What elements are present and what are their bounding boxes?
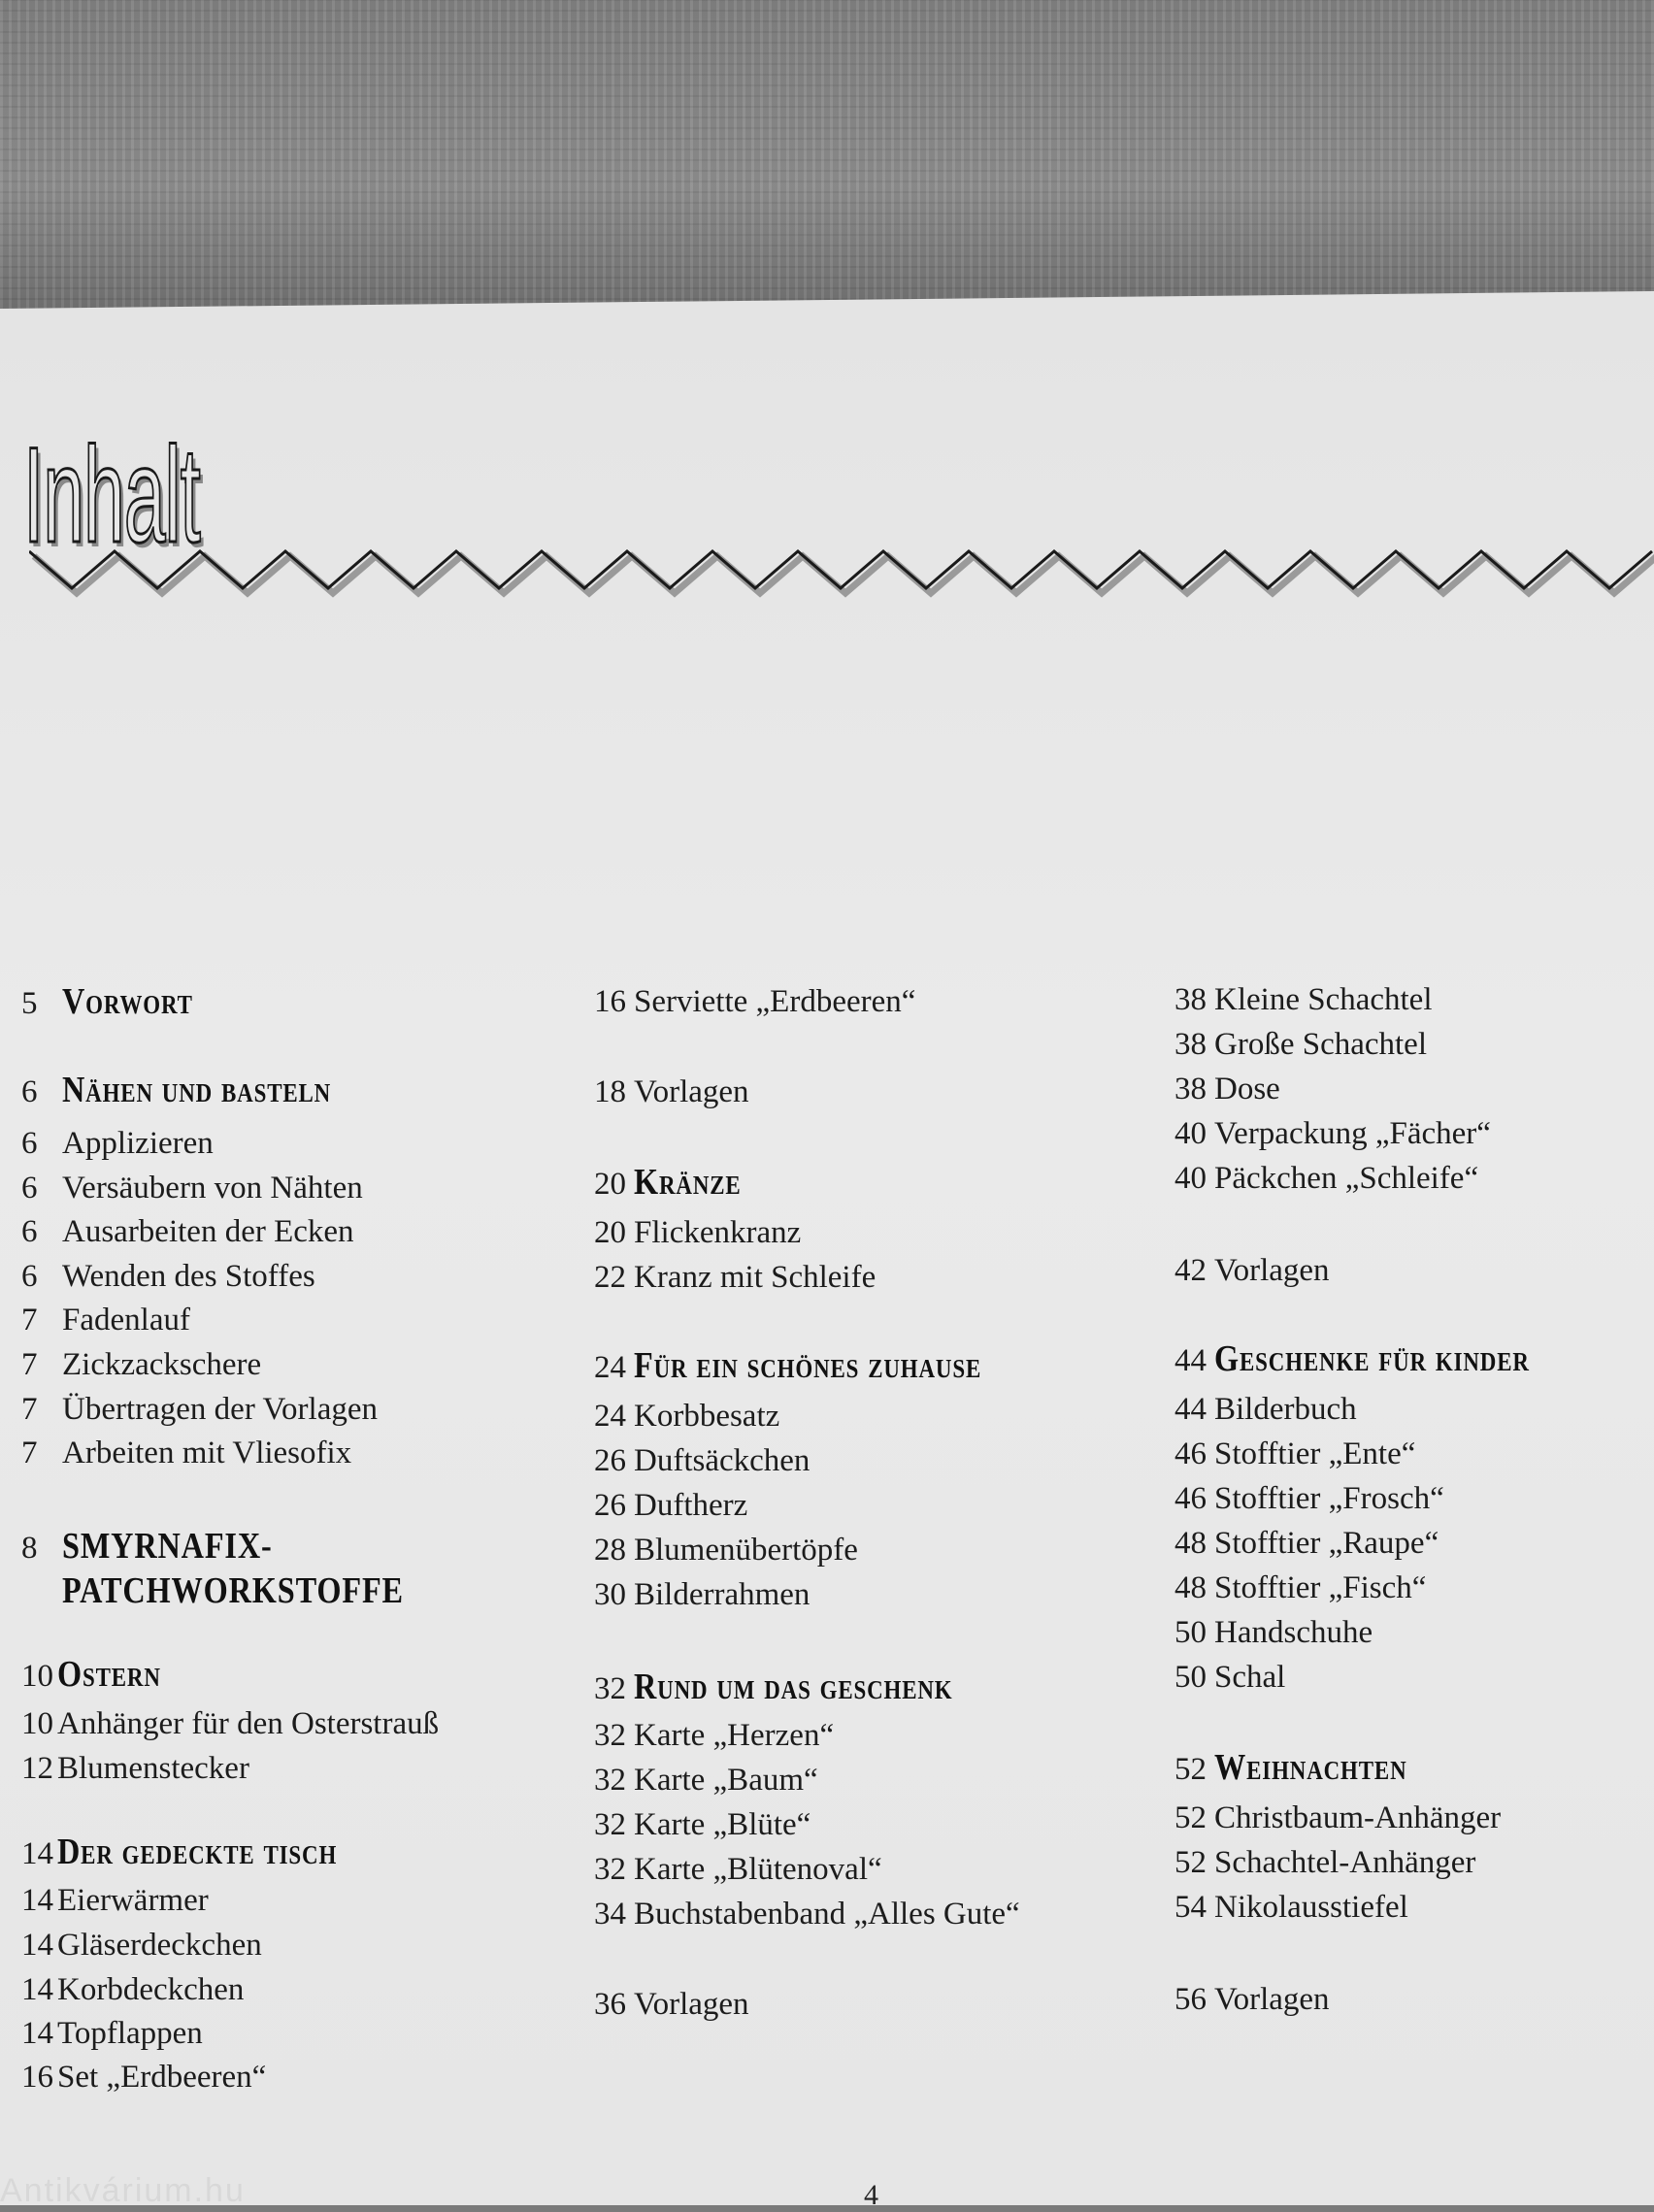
toc-page-number: 52 (1174, 1845, 1207, 1880)
toc-label: Buchstabenband „Alles Gute“ (634, 1897, 1020, 1931)
toc-label: Vorlagen (634, 1074, 749, 1109)
toc-label: Kleine Schachtel (1214, 982, 1433, 1017)
toc-page-number: 30 (594, 1577, 626, 1612)
toc-label: Ausarbeiten der Ecken (62, 1214, 354, 1249)
toc-entry (594, 1531, 858, 1569)
toc-section-heading (1174, 1339, 1585, 1380)
toc-label: Flickenkranz (634, 1215, 802, 1250)
toc-label: Für ein schönes zuhause (634, 1345, 982, 1386)
toc-page-number: 44 (1174, 1392, 1207, 1427)
toc-entry (594, 1073, 749, 1111)
toc-label: Karte „Baum“ (634, 1763, 818, 1798)
toc-entry (21, 1257, 315, 1296)
toc-entry (21, 1970, 244, 2009)
toc-page-number: 50 (1174, 1615, 1207, 1650)
watermark-footer: Antikvárium.hu (0, 2172, 246, 2209)
toc-label: Wenden des Stoffes (62, 1259, 315, 1294)
toc-page-number: 14 (21, 1972, 53, 2007)
toc-entry (1174, 1479, 1444, 1518)
toc-label: Stofftier „Ente“ (1214, 1436, 1416, 1471)
toc-entry (21, 1881, 209, 1920)
toc-entry (21, 1390, 378, 1429)
toc-label: Große Schachtel (1214, 1027, 1427, 1062)
toc-entry (1174, 1799, 1501, 1837)
toc-label: Zickzackschere (62, 1347, 262, 1382)
toc-label: Arbeiten mit Vliesofix (62, 1436, 352, 1470)
page-title: Inhalt (23, 418, 200, 571)
toc-entry (1174, 1658, 1285, 1697)
toc-page-number: 14 (21, 1883, 53, 1918)
toc-page-number: 38 (1174, 1072, 1207, 1106)
toc-page-number: 6 (21, 1171, 38, 1205)
toc-entry (21, 1434, 351, 1472)
toc-entry (1174, 1843, 1475, 1882)
toc-entry (1174, 1390, 1357, 1429)
toc-page-number: 32 (594, 1852, 626, 1887)
toc-label: Gläserdeckchen (57, 1928, 262, 1963)
toc-entry (21, 1301, 190, 1339)
toc-page-number: 26 (594, 1443, 626, 1478)
toc-section-heading (594, 1163, 760, 1204)
toc-section-heading (594, 1346, 1042, 1387)
toc-entry (21, 1169, 363, 1207)
toc-page-number: 7 (21, 1303, 38, 1337)
toc-label: Blumenstecker (57, 1751, 249, 1786)
toc-entry (1174, 1114, 1491, 1153)
toc-label: Kränze (634, 1162, 742, 1203)
toc-label: Christbaum-Anhänger (1214, 1800, 1502, 1835)
toc-label: Karte „Herzen“ (634, 1718, 835, 1753)
toc-label: Applizieren (62, 1126, 214, 1161)
toc-page-number: 46 (1174, 1481, 1207, 1516)
toc-page-number: 16 (594, 984, 626, 1019)
toc-entry (1174, 1159, 1478, 1198)
toc-page-number: 20 (594, 1215, 626, 1250)
toc-label: PATCHWORKSTOFFE (62, 1570, 404, 1611)
toc-page-number: 56 (1174, 1982, 1207, 2017)
toc-label: Set „Erdbeeren“ (57, 2060, 267, 2095)
toc-section-heading (594, 1667, 1009, 1708)
toc-label: Nähen und basteln (62, 1070, 332, 1110)
toc-entry (21, 2014, 203, 2053)
toc-label: Korbbesatz (634, 1399, 780, 1434)
toc-entry (594, 1716, 834, 1755)
toc-section-heading (21, 1832, 386, 1873)
toc-entry (1174, 1524, 1439, 1563)
toc-page-number: 10 (21, 1659, 53, 1694)
toc-label: Fadenlauf (62, 1303, 190, 1337)
toc-label: Korbdeckchen (57, 1972, 245, 2007)
toc-label: Blumenübertöpfe (634, 1533, 858, 1568)
toc-page-number: 7 (21, 1392, 38, 1427)
toc-entry (1174, 1613, 1373, 1652)
toc-entry (1174, 1025, 1427, 1064)
toc-label: Schal (1214, 1660, 1286, 1695)
toc-page-number: 22 (594, 1260, 626, 1295)
toc-entry (21, 1345, 261, 1384)
toc-entry (1174, 1980, 1330, 2019)
toc-page-number: 32 (594, 1671, 626, 1706)
toc-label: Duftsäckchen (634, 1443, 810, 1478)
toc-label: Verpackung „Fächer“ (1214, 1116, 1491, 1151)
toc-entry (1174, 1568, 1426, 1607)
toc-page-number: 10 (21, 1706, 53, 1741)
toc-label: Duftherz (634, 1488, 748, 1523)
toc-label: Vorwort (62, 981, 193, 1022)
toc-label: Rund um das geschenk (634, 1667, 953, 1707)
toc-label: Stofftier „Fisch“ (1214, 1570, 1427, 1605)
toc-page-number: 6 (21, 1259, 38, 1294)
toc-page-number: 48 (1174, 1526, 1207, 1561)
toc-entry (1174, 1070, 1280, 1108)
toc-page-number: 7 (21, 1436, 38, 1470)
toc-page-number: 32 (594, 1807, 626, 1842)
toc-entry (21, 1704, 439, 1743)
toc-label: Übertragen der Vorlagen (62, 1392, 378, 1427)
toc-entry (21, 2058, 266, 2096)
toc-entry (594, 1397, 779, 1436)
toc-entry (1174, 1251, 1330, 1290)
toc-section-heading (21, 1527, 310, 1568)
toc-section-heading (21, 1071, 379, 1111)
toc-page-number: 24 (594, 1350, 626, 1385)
toc-page-number: 6 (21, 1074, 38, 1109)
page-number: 4 (864, 2179, 878, 2211)
toc-page-number: 14 (21, 1928, 53, 1963)
toc-page-number: 12 (21, 1751, 53, 1786)
toc-entry (21, 1749, 249, 1788)
toc-page-number: 32 (594, 1763, 626, 1798)
toc-entry (594, 1985, 749, 2024)
toc-page-number: 26 (594, 1488, 626, 1523)
toc-page-number: 44 (1174, 1343, 1207, 1378)
toc-entry (594, 1258, 876, 1297)
toc-label: Geschenke für kinder (1214, 1338, 1530, 1379)
toc-page-number: 48 (1174, 1570, 1207, 1605)
toc-page-number: 52 (1174, 1800, 1207, 1835)
toc-page-number: 24 (594, 1399, 626, 1434)
toc-label: Versäubern von Nähten (62, 1171, 363, 1205)
toc-entry (594, 1850, 882, 1889)
toc-page-number: 6 (21, 1214, 38, 1249)
toc-entry (594, 1805, 810, 1844)
toc-label: Stofftier „Raupe“ (1214, 1526, 1439, 1561)
toc-page-number: 34 (594, 1897, 626, 1931)
toc-page-number: 14 (21, 1836, 53, 1871)
toc-entry (594, 1761, 818, 1799)
toc-label: Ostern (57, 1654, 161, 1695)
toc-page-number: 18 (594, 1074, 626, 1109)
toc-entry (1174, 980, 1433, 1019)
toc-label: Stofftier „Frosch“ (1214, 1481, 1444, 1516)
toc-section-heading (21, 1655, 180, 1696)
toc-label: Bilderrahmen (634, 1577, 810, 1612)
toc-page-number: 32 (594, 1718, 626, 1753)
toc-label: Karte „Blüte“ (634, 1807, 811, 1842)
wooden-tabletop (0, 0, 1654, 311)
toc-label: SMYRNAFIX- (62, 1526, 273, 1567)
toc-label: Schachtel-Anhänger (1214, 1845, 1476, 1880)
toc-section-heading (21, 982, 216, 1023)
toc-page-number: 46 (1174, 1436, 1207, 1471)
toc-section-heading (1174, 1748, 1441, 1789)
toc-page-number: 5 (21, 986, 38, 1021)
toc-page-number: 38 (1174, 982, 1207, 1017)
toc-page-number: 38 (1174, 1027, 1207, 1062)
toc-label: Topflappen (57, 2016, 203, 2051)
toc-label: Handschuhe (1214, 1615, 1373, 1650)
toc-label: Eierwärmer (57, 1883, 209, 1918)
toc-label: Karte „Blütenoval“ (634, 1852, 882, 1887)
toc-label: Bilderbuch (1214, 1392, 1357, 1427)
toc-label: Dose (1214, 1072, 1280, 1106)
toc-page-number: 52 (1174, 1752, 1207, 1787)
toc-page-number: 42 (1174, 1253, 1207, 1288)
zigzag-ornament (29, 544, 1654, 611)
toc-page-number: 28 (594, 1533, 626, 1568)
toc-label: Weihnachten (1214, 1747, 1407, 1788)
toc-label: Kranz mit Schleife (634, 1260, 877, 1295)
toc-page-number: 54 (1174, 1890, 1207, 1925)
toc-label: Nikolausstiefel (1214, 1890, 1408, 1925)
toc-entry (594, 1575, 810, 1614)
toc-label: Vorlagen (1214, 1982, 1330, 2017)
toc-entry (594, 982, 915, 1021)
toc-label: Vorlagen (634, 1987, 749, 2022)
toc-page-number: 6 (21, 1126, 38, 1161)
toc-section-heading (21, 1571, 464, 1612)
toc-page-number: 16 (21, 2060, 53, 2095)
toc-entry (21, 1212, 354, 1251)
toc-entry (1174, 1435, 1415, 1473)
toc-label: Vorlagen (1214, 1253, 1330, 1288)
toc-entry (594, 1895, 1020, 1933)
toc-label: Anhänger für den Osterstrauß (57, 1706, 440, 1741)
toc-entry (594, 1441, 810, 1480)
toc-entry (21, 1926, 262, 1964)
toc-entry (594, 1486, 747, 1525)
toc-entry (594, 1213, 801, 1252)
toc-page-number: 8 (21, 1531, 38, 1566)
toc-page-number: 7 (21, 1347, 38, 1382)
toc-label: Der gedeckte tisch (57, 1832, 338, 1872)
toc-page-number: 40 (1174, 1161, 1207, 1196)
toc-label: Serviette „Erdbeeren“ (634, 984, 916, 1019)
toc-page-number: 14 (21, 2016, 53, 2051)
toc-entry (21, 1124, 214, 1163)
toc-page-number: 36 (594, 1987, 626, 2022)
toc-entry (1174, 1888, 1408, 1927)
toc-page-number: 50 (1174, 1660, 1207, 1695)
toc-label: Päckchen „Schleife“ (1214, 1161, 1479, 1196)
toc-page-number: 20 (594, 1167, 626, 1202)
toc-page-number: 40 (1174, 1116, 1207, 1151)
